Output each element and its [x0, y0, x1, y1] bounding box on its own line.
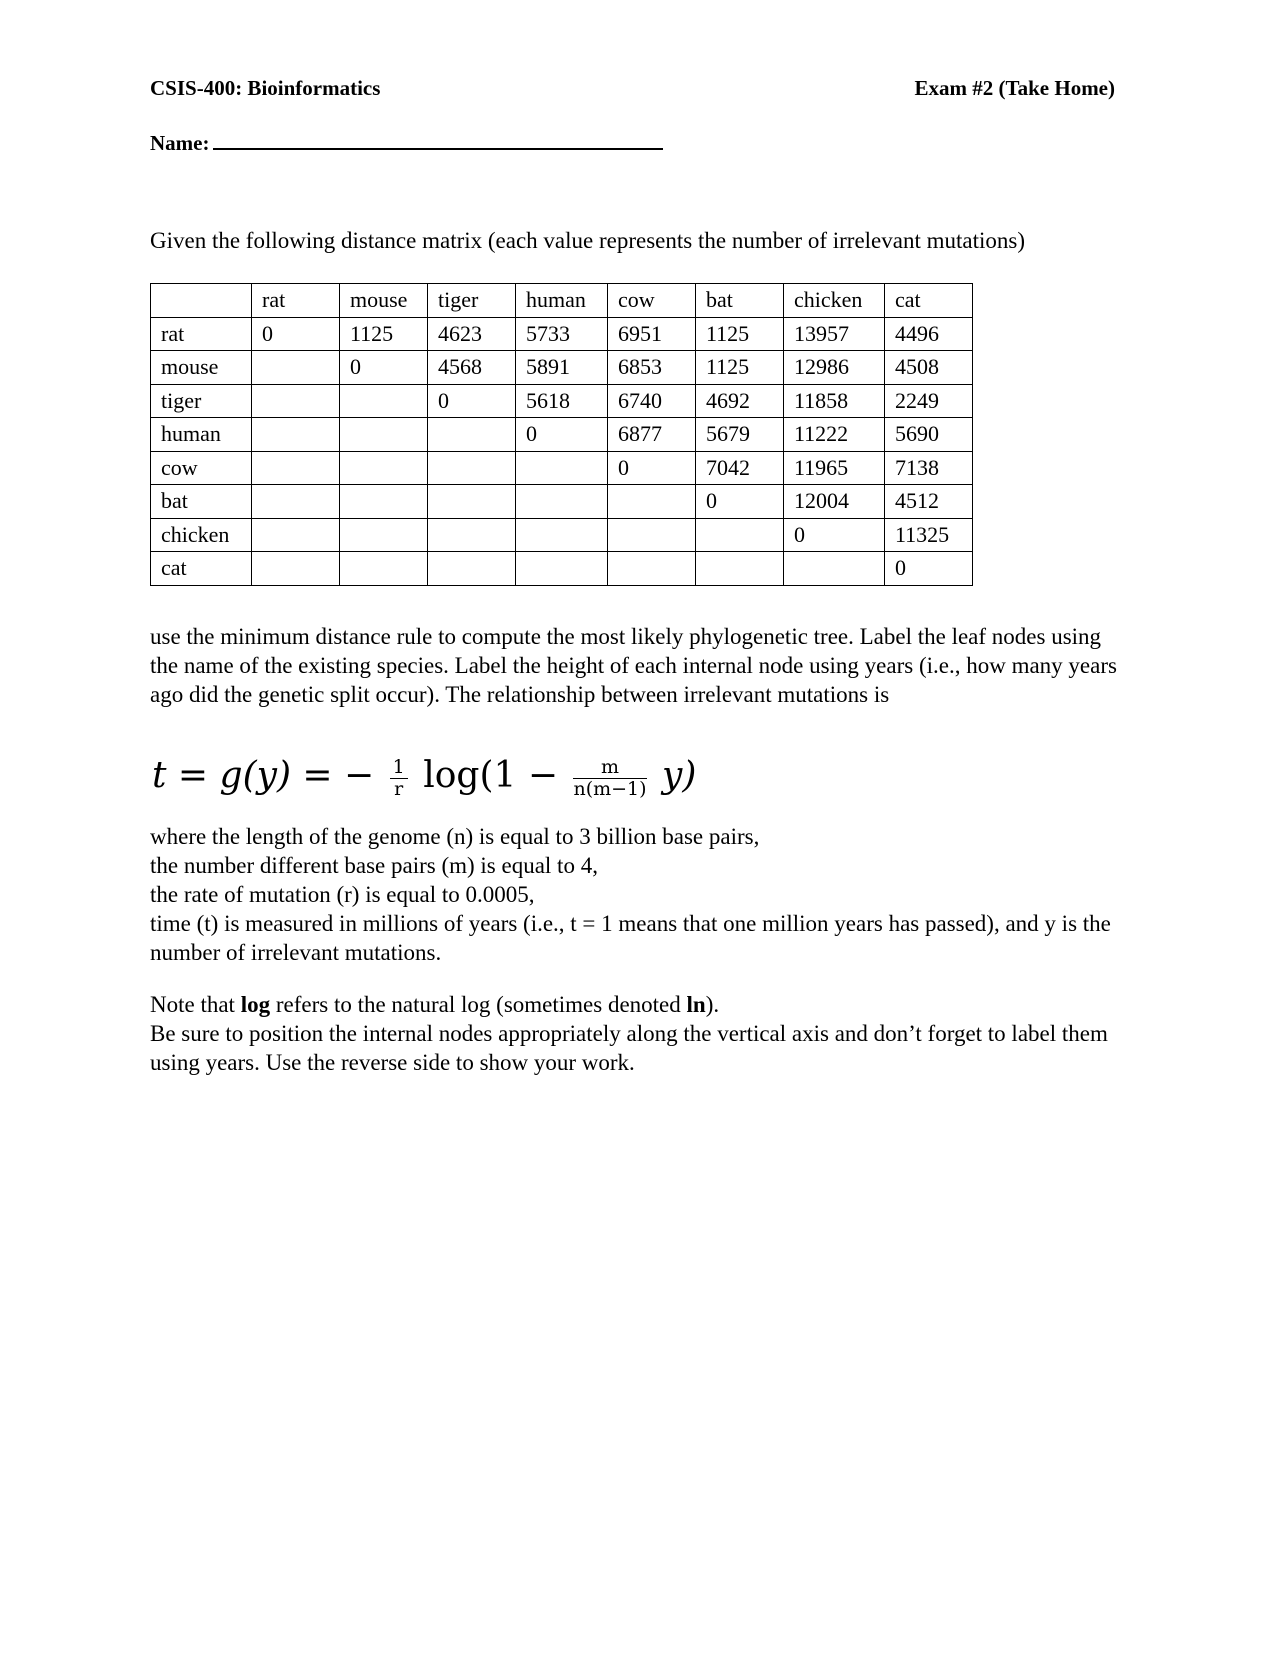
matrix-row-label: cow	[151, 451, 252, 485]
matrix-cell: 1125	[696, 317, 784, 351]
matrix-cell: 7138	[885, 451, 973, 485]
matrix-cell: 12004	[784, 485, 885, 519]
note-line-2: Be sure to position the internal nodes appropriately along the vertical axis and don’t forget to label them using years. Use the reverse side to show your work.	[150, 1021, 1108, 1075]
matrix-cell	[608, 485, 696, 519]
matrix-cell	[252, 451, 340, 485]
condition-r: the rate of mutation (r) is equal to 0.0005,	[150, 882, 535, 907]
matrix-header-row	[151, 284, 973, 318]
matrix-cell: 0	[516, 418, 608, 452]
matrix-row-label: mouse	[151, 351, 252, 385]
matrix-cell	[252, 418, 340, 452]
matrix-cell	[516, 518, 608, 552]
matrix-header-cell: mouse	[340, 284, 428, 318]
matrix-row-label: human	[151, 418, 252, 452]
matrix-cell: 4512	[885, 485, 973, 519]
frac2-numerator: m	[573, 757, 646, 779]
matrix-cell: 0	[608, 451, 696, 485]
note-prefix: Note that	[150, 992, 241, 1017]
matrix-cell: 4692	[696, 384, 784, 418]
matrix-cell	[428, 518, 516, 552]
matrix-cell	[608, 552, 696, 586]
frac2-denominator: n(m−1)	[573, 777, 647, 800]
matrix-row	[151, 552, 973, 586]
matrix-cell: 4508	[885, 351, 973, 385]
matrix-cell: 4496	[885, 317, 973, 351]
matrix-header-cell: human	[516, 284, 608, 318]
matrix-cell: 5891	[516, 351, 608, 385]
matrix-cell: 0	[428, 384, 516, 418]
matrix-cell	[516, 552, 608, 586]
matrix-cell	[608, 518, 696, 552]
matrix-cell: 12986	[784, 351, 885, 385]
matrix-cell: 0	[696, 485, 784, 519]
note-line-1	[150, 990, 1130, 1019]
matrix-cell: 0	[252, 317, 340, 351]
note-log: log	[240, 992, 271, 1017]
matrix-cell: 7042	[696, 451, 784, 485]
note-paragraph	[150, 990, 1130, 1077]
matrix-cell: 6853	[608, 351, 696, 385]
note-ln: ln	[686, 992, 706, 1017]
formula-frac-1	[390, 757, 408, 800]
matrix-cell	[784, 552, 885, 586]
matrix-header-cell: cat	[885, 284, 973, 318]
matrix-cell	[696, 552, 784, 586]
matrix-cell	[252, 518, 340, 552]
condition-t: time (t) is measured in millions of years (i.e., t = 1 means that one million years has passed), and y is the number of irrelevant mutations.	[150, 911, 1111, 965]
matrix-cell: 5690	[885, 418, 973, 452]
matrix-row-label: chicken	[151, 518, 252, 552]
matrix-cell: 6951	[608, 317, 696, 351]
matrix-header-cell: chicken	[784, 284, 885, 318]
matrix-row-label: rat	[151, 317, 252, 351]
formula-lhs: t = g(y) = −	[152, 755, 375, 796]
matrix-cell	[516, 485, 608, 519]
matrix-cell: 6877	[608, 418, 696, 452]
course-title: CSIS-400: Bioinformatics	[150, 76, 381, 100]
note-middle: refers to the natural log (sometimes denoted	[270, 992, 687, 1017]
matrix-cell: 1125	[340, 317, 428, 351]
matrix-row	[151, 317, 973, 351]
matrix-cell: 1125	[696, 351, 784, 385]
matrix-row-label: tiger	[151, 384, 252, 418]
formula-log: log(1 −	[423, 755, 559, 796]
matrix-cell	[340, 451, 428, 485]
matrix-cell: 11325	[885, 518, 973, 552]
intro-text: Given the following distance matrix (each value represents the number of irrelevant mutations)	[150, 228, 1025, 253]
matrix-row	[151, 451, 973, 485]
matrix-row	[151, 351, 973, 385]
matrix-header-cell: cow	[608, 284, 696, 318]
formula-frac-2	[573, 757, 646, 800]
formula	[152, 755, 696, 799]
instructions-paragraph: use the minimum distance rule to compute the most likely phylogenetic tree. Label the leaf nodes using the name of the existing species. Label the height of each internal node using years (i.e., how many years ago did the genetic split occur). The relationship between irrelevant mutations is	[150, 624, 1117, 707]
matrix-cell: 4568	[428, 351, 516, 385]
matrix-cell	[340, 485, 428, 519]
matrix-cell	[252, 552, 340, 586]
name-line	[150, 128, 663, 156]
matrix-row-label: cat	[151, 552, 252, 586]
matrix-header-cell: rat	[252, 284, 340, 318]
matrix-cell	[340, 518, 428, 552]
frac1-denominator: r	[394, 777, 404, 800]
note-suffix: ).	[705, 992, 720, 1017]
matrix-cell	[428, 485, 516, 519]
matrix-header-cell: bat	[696, 284, 784, 318]
matrix-cell: 0	[885, 552, 973, 586]
matrix-cell: 11222	[784, 418, 885, 452]
matrix-header-cell	[151, 284, 252, 318]
matrix-cell: 6740	[608, 384, 696, 418]
matrix-cell	[252, 384, 340, 418]
matrix-cell: 13957	[784, 317, 885, 351]
matrix-cell	[340, 384, 428, 418]
matrix-cell: 5733	[516, 317, 608, 351]
matrix-header-cell: tiger	[428, 284, 516, 318]
conditions	[150, 822, 1130, 967]
matrix-row-label: bat	[151, 485, 252, 519]
frac1-numerator: 1	[390, 757, 408, 779]
matrix-cell	[428, 418, 516, 452]
matrix-cell	[252, 351, 340, 385]
matrix-cell: 0	[784, 518, 885, 552]
matrix-cell	[340, 418, 428, 452]
name-label: Name:	[150, 131, 210, 155]
matrix-cell: 4623	[428, 317, 516, 351]
matrix-cell: 11858	[784, 384, 885, 418]
matrix-cell	[428, 552, 516, 586]
matrix-cell: 0	[340, 351, 428, 385]
formula-end: y)	[662, 755, 697, 796]
matrix-cell: 5618	[516, 384, 608, 418]
distance-matrix	[150, 283, 973, 586]
matrix-cell	[696, 518, 784, 552]
condition-n: where the length of the genome (n) is equal to 3 billion base pairs,	[150, 824, 760, 849]
matrix-row	[151, 518, 973, 552]
name-blank	[213, 128, 663, 150]
matrix-cell	[428, 451, 516, 485]
matrix-cell: 5679	[696, 418, 784, 452]
matrix-cell	[252, 485, 340, 519]
matrix-cell: 2249	[885, 384, 973, 418]
matrix-row	[151, 418, 973, 452]
matrix-cell: 11965	[784, 451, 885, 485]
matrix-cell	[340, 552, 428, 586]
matrix-cell	[516, 451, 608, 485]
matrix-row	[151, 485, 973, 519]
exam-title: Exam #2 (Take Home)	[914, 76, 1115, 100]
matrix-row	[151, 384, 973, 418]
condition-m: the number different base pairs (m) is equal to 4,	[150, 853, 598, 878]
